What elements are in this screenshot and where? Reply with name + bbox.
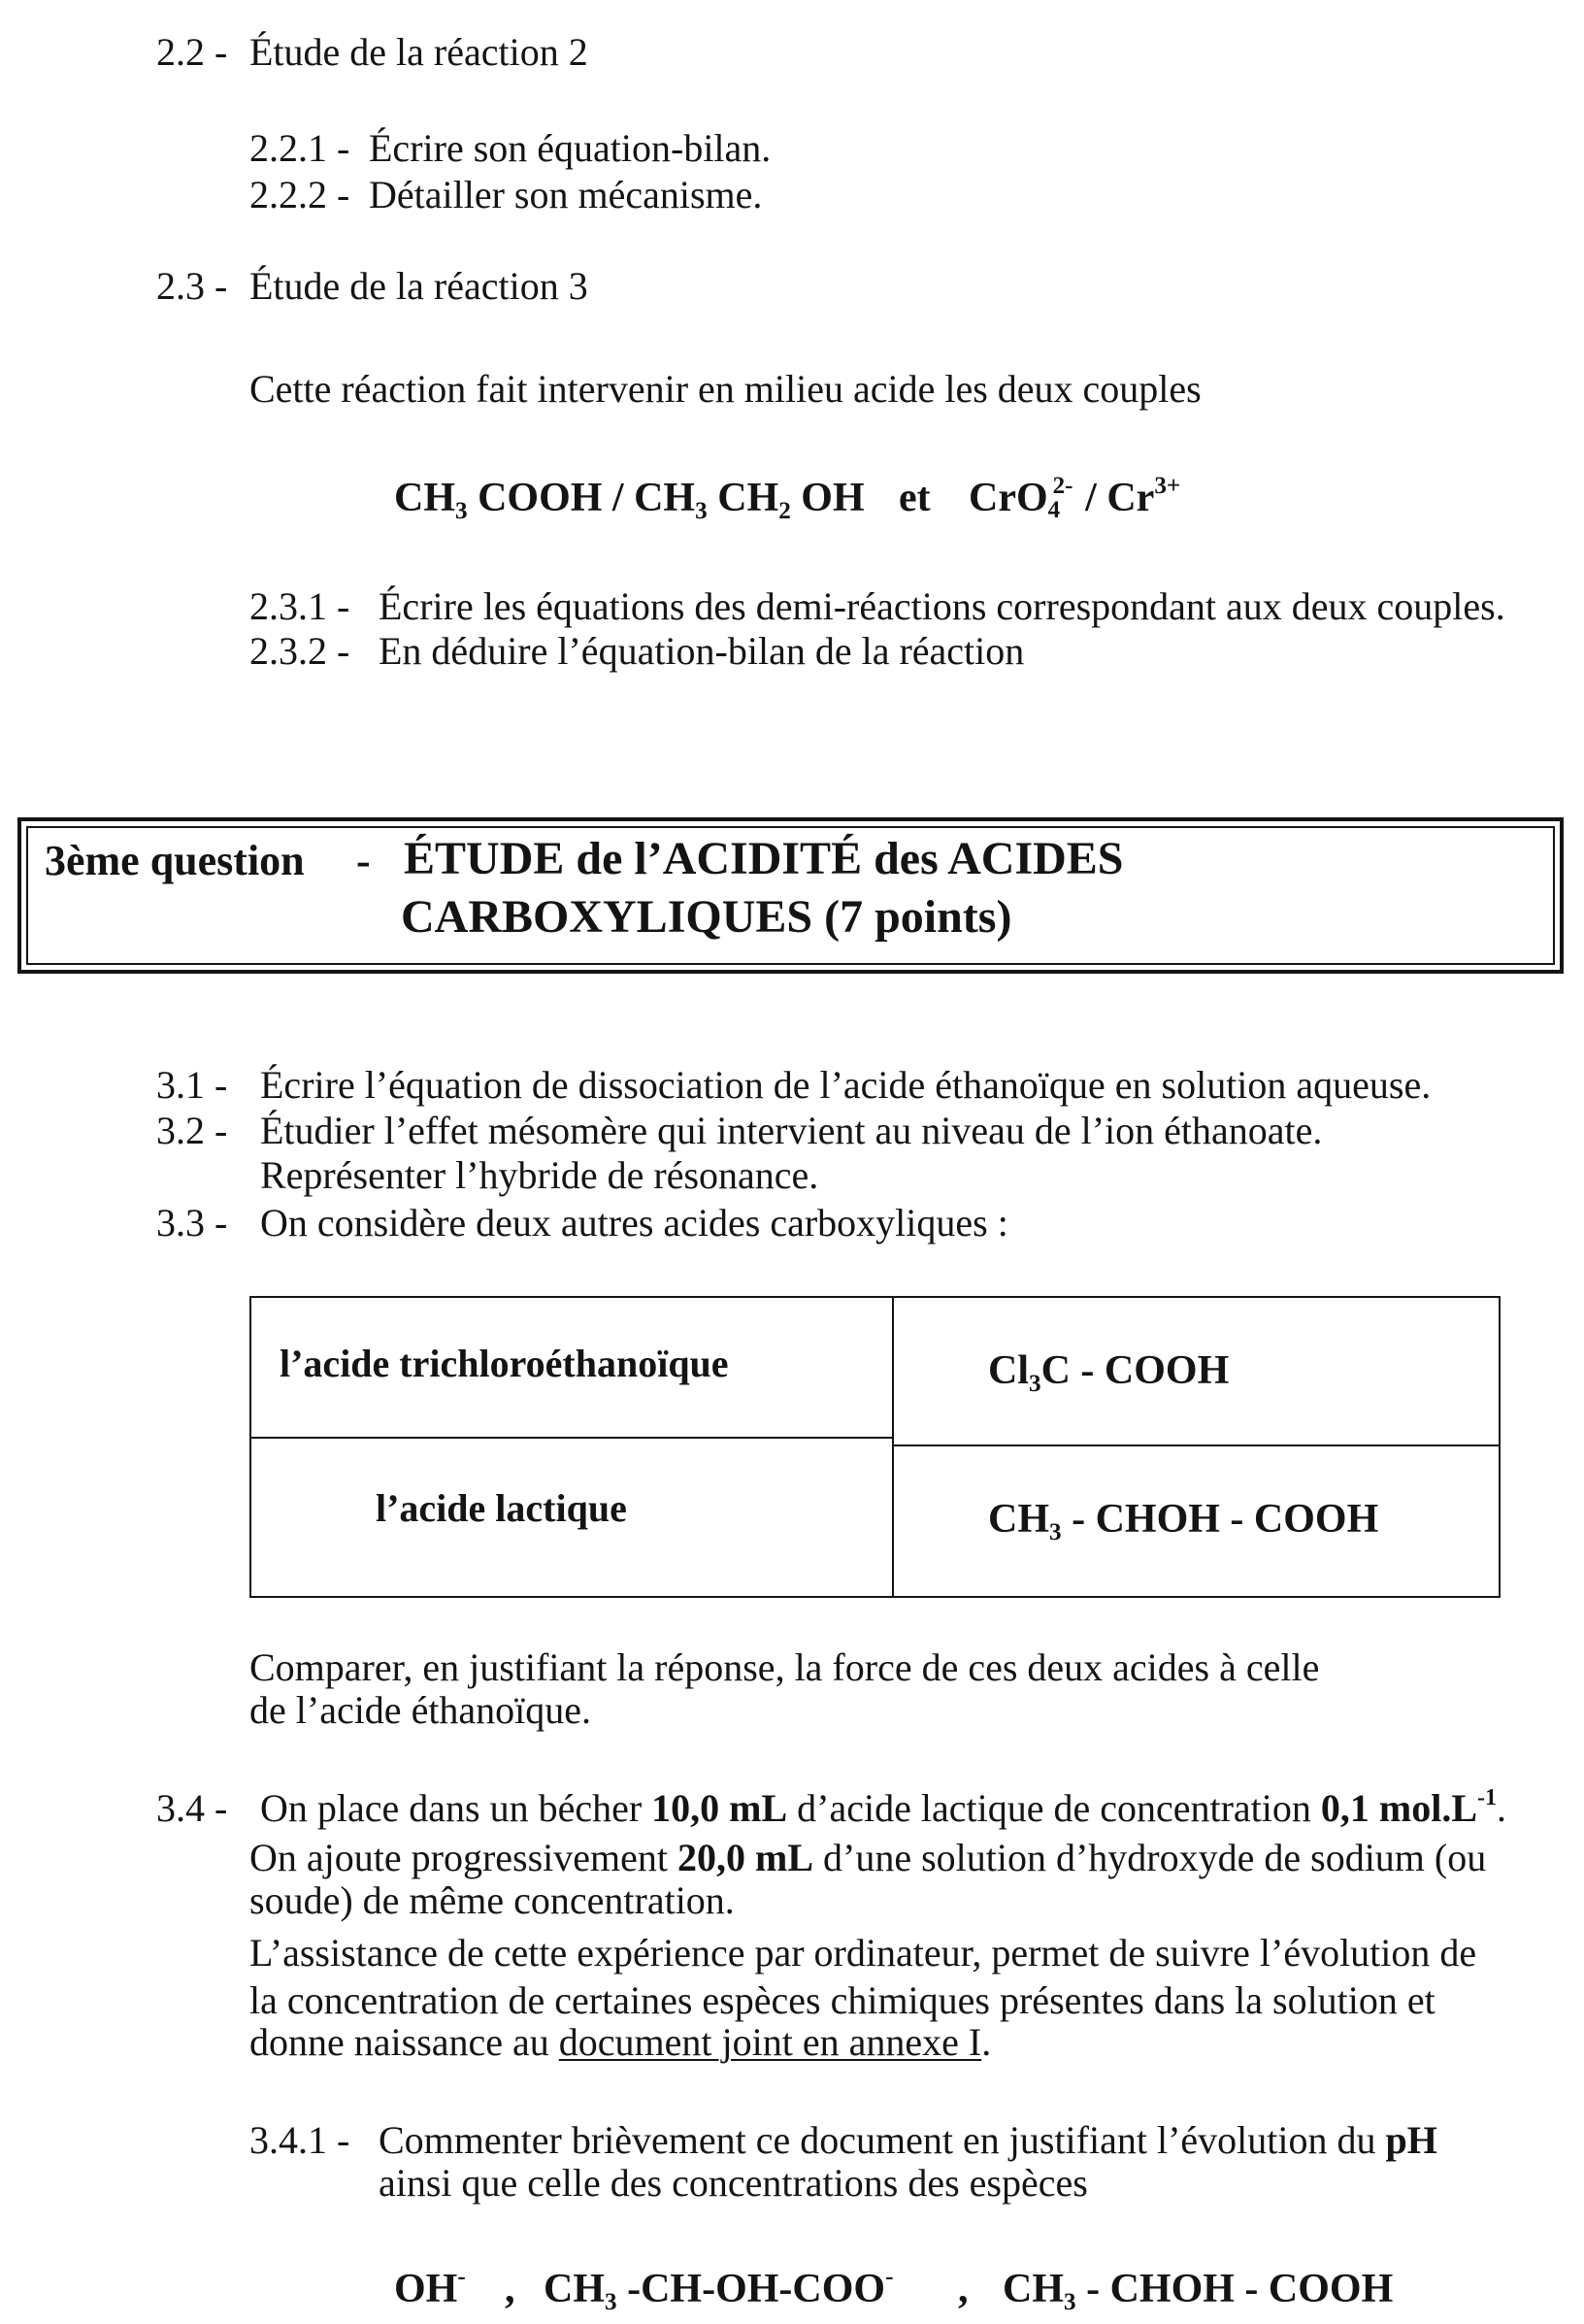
formula-subscript: 3 <box>695 498 708 525</box>
compare-text-line-1: Comparer, en justifiant la réponse, la force de ces deux acides à celle <box>249 1645 1320 1689</box>
formula-part: OH <box>394 2267 458 2311</box>
formula-part: CrO <box>969 476 1048 520</box>
formula-part: CH <box>1003 2267 1064 2311</box>
item-3-3-number: 3.3 - <box>156 1201 228 1245</box>
species-separator: , <box>505 2267 515 2311</box>
item-2-3-1-number: 2.3.1 - <box>249 584 350 628</box>
formula-subscript: 2 <box>778 498 791 525</box>
couples-connector: et <box>899 476 931 520</box>
item-2-3-2-number: 2.3.2 - <box>249 629 350 673</box>
formula-part: - CHOH - COOH <box>1061 1497 1379 1542</box>
formula-charge-stack <box>1047 473 1075 523</box>
question-3-title-line-2: CARBOXYLIQUES (7 points) <box>401 891 1012 943</box>
table-column-divider <box>892 1298 894 1596</box>
item-3-4-1-number: 3.4.1 - <box>249 2118 350 2162</box>
formula-superscript: - <box>885 2263 894 2290</box>
item-2-3-1-text: Écrire les équations des demi-réactions correspondant aux deux couples. <box>379 584 1505 628</box>
species-lactic-acid <box>1003 2265 1394 2316</box>
formula-subscript: 3 <box>1064 2289 1076 2316</box>
item-3-4-line-2 <box>249 1836 1486 1880</box>
couple-chromium-formula <box>969 474 1180 522</box>
table-row-1-acid-formula <box>988 1346 1230 1398</box>
compare-text-line-2: de l’acide éthanoïque. <box>249 1688 592 1732</box>
item-3-4-line-5: la concentration de certaines espèces chimiques présentes dans la solution et <box>249 1978 1436 2022</box>
unit-exponent: -1 <box>1477 1784 1498 1810</box>
ph-term: pH <box>1385 2118 1437 2162</box>
formula-part: OH <box>790 476 865 520</box>
text-part: d’une solution d’hydroxyde de sodium (ou <box>813 1836 1487 1879</box>
formula-part: -CH-OH-COO <box>616 2267 886 2311</box>
formula-part: CH <box>544 2267 605 2311</box>
table-row-divider <box>251 1437 892 1439</box>
couple-organic-formula <box>394 474 865 525</box>
text-part: On place dans un bécher <box>260 1786 652 1830</box>
item-3-4-1-line-2: ainsi que celle des concentrations des espèces <box>379 2161 1088 2205</box>
formula-subscript: 4 <box>1047 497 1061 523</box>
formula-part: CH <box>707 476 779 520</box>
table-row-2-acid-formula <box>988 1495 1378 1544</box>
formula-superscript: - <box>457 2263 466 2290</box>
section-2-3-number: 2.3 - <box>156 264 228 308</box>
table-row-divider <box>894 1444 1499 1446</box>
question-3-title-line-1: ÉTUDE de l’ACIDITÉ des ACIDES <box>404 833 1124 884</box>
acids-table <box>249 1296 1501 1598</box>
table-row-2-acid-name: l’acide lactique <box>376 1486 627 1530</box>
formula-superscript: 2- <box>1052 473 1073 499</box>
formula-part: C - COOH <box>1040 1348 1230 1393</box>
formula-subscript: 3 <box>1029 1371 1041 1398</box>
text-part: On ajoute progressivement <box>249 1836 677 1879</box>
species-hydroxide <box>394 2265 466 2313</box>
item-3-1-text: Écrire l’équation de dissociation de l’acide éthanoïque en solution aqueuse. <box>260 1063 1432 1107</box>
section-2-2-number: 2.2 - <box>156 30 228 74</box>
item-3-4-1-line-1 <box>379 2118 1437 2163</box>
section-2-3-title: Étude de la réaction 3 <box>249 264 588 308</box>
formula-part: CH <box>988 1497 1049 1542</box>
section-2-2-title: Étude de la réaction 2 <box>249 30 588 74</box>
formula-subscript: 3 <box>1049 1519 1062 1546</box>
formula-superscript: 3+ <box>1154 472 1181 499</box>
text-part: Commenter brièvement ce document en justifiant l’évolution du <box>379 2118 1386 2162</box>
formula-part: / Cr <box>1074 476 1155 520</box>
item-2-3-2-text: En déduire l’équation-bilan de la réaction <box>379 629 1025 673</box>
table-row-1-acid-name: l’acide trichloroéthanoïque <box>280 1342 729 1385</box>
formula-subscript: 3 <box>455 498 468 525</box>
item-2-2-2-number: 2.2.2 - <box>249 173 350 216</box>
text-part: . <box>1497 1786 1507 1830</box>
item-3-4-line-3: soude) de même concentration. <box>249 1878 735 1922</box>
item-3-4-line-1 <box>260 1786 1506 1831</box>
question-3-heading-box <box>17 817 1564 974</box>
item-3-2-text-continued: Représenter l’hybride de résonance. <box>260 1153 819 1197</box>
concentration-value: 0,1 mol.L <box>1320 1786 1478 1830</box>
text-part: . <box>981 2020 992 2064</box>
text-part: d’acide lactique de concentration <box>787 1786 1321 1830</box>
item-3-4-line-4: L’assistance de cette expérience par ordinateur, permet de suivre l’évolution de <box>249 1931 1477 1975</box>
formula-part: Cl <box>988 1348 1029 1393</box>
text-part: donne naissance au <box>249 2020 559 2064</box>
item-3-2-text: Étudier l’effet mésomère qui intervient au niveau de l’ion éthanoate. <box>260 1109 1323 1152</box>
annex-reference: document joint en annexe I <box>558 2020 982 2064</box>
item-3-4-number: 3.4 - <box>156 1786 228 1830</box>
volume-value: 20,0 mL <box>677 1836 813 1879</box>
item-2-2-2-text: Détailler son mécanisme. <box>369 173 763 216</box>
item-2-2-1-number: 2.2.1 - <box>249 126 350 170</box>
formula-subscript: 3 <box>605 2289 617 2316</box>
formula-part: CH <box>394 476 455 520</box>
item-3-3-text: On considère deux autres acides carboxyliques : <box>260 1201 1008 1245</box>
formula-part: - CHOH - COOH <box>1075 2267 1394 2311</box>
formula-part: COOH / CH <box>467 476 696 520</box>
species-lactate <box>544 2263 894 2316</box>
question-3-label: 3ème question <box>45 837 305 884</box>
item-3-1-number: 3.1 - <box>156 1063 228 1107</box>
item-3-4-line-6 <box>249 2020 991 2065</box>
item-2-2-1-text: Écrire son équation-bilan. <box>369 126 772 170</box>
volume-value: 10,0 mL <box>651 1786 788 1830</box>
section-2-3-intro: Cette réaction fait intervenir en milieu acide les deux couples <box>249 367 1202 411</box>
question-3-dash: - <box>356 837 371 884</box>
item-3-2-number: 3.2 - <box>156 1109 228 1152</box>
species-separator: , <box>958 2267 969 2311</box>
